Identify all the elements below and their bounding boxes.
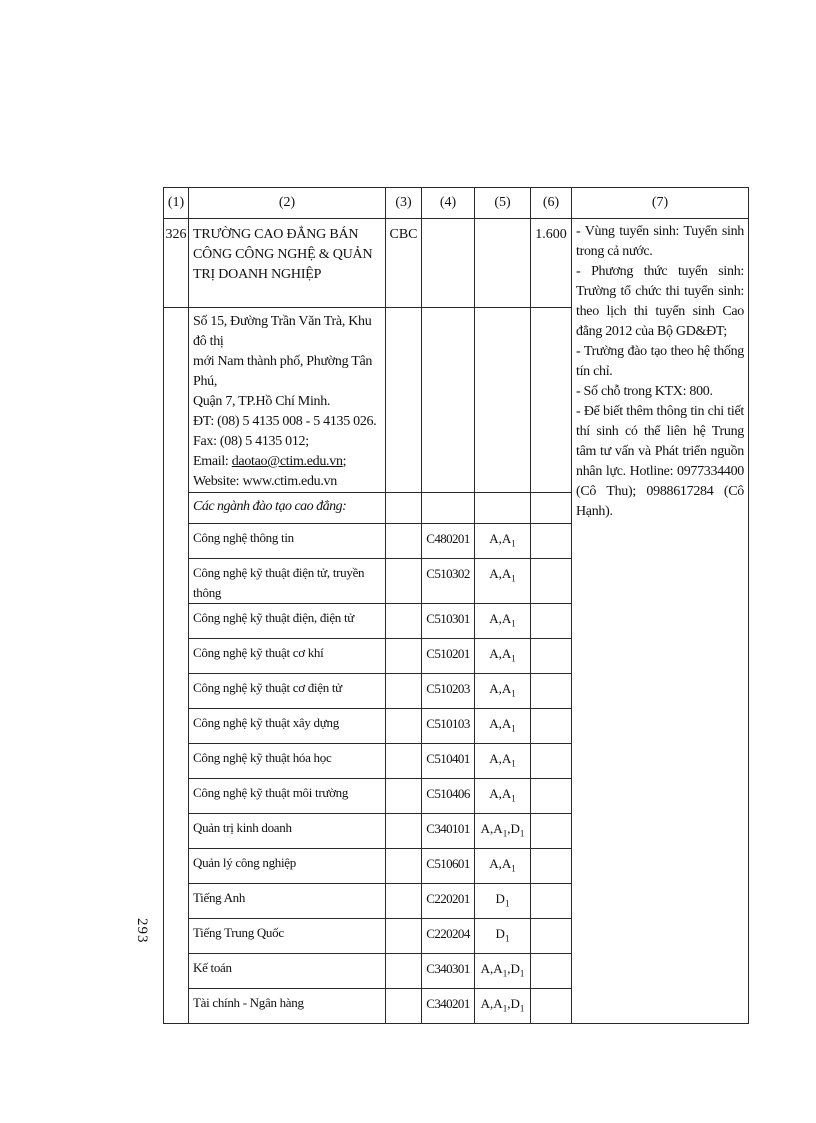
email-link[interactable]: daotao@ctim.edu.vn <box>231 454 343 469</box>
major-name: Công nghệ kỹ thuật điện tử, truyền thông <box>189 559 386 604</box>
major-blocks: $A,A_1$ <box>475 524 531 559</box>
major-code: C510601 <box>422 849 475 884</box>
website-line: Website: www.ctim.edu.vn <box>193 474 337 489</box>
empty-cell <box>386 989 422 1024</box>
major-name: Kế toán <box>189 954 386 989</box>
note-item: - Vùng tuyển sinh: Tuyển sinh trong cả nước. <box>576 224 744 259</box>
major-code: C340301 <box>422 954 475 989</box>
empty-cell <box>386 884 422 919</box>
major-code: C220201 <box>422 884 475 919</box>
email-line: Email: daotao@ctim.edu.vn; <box>193 454 347 469</box>
major-name: Công nghệ kỹ thuật hóa học <box>189 744 386 779</box>
empty-cell <box>386 709 422 744</box>
empty-cell <box>386 524 422 559</box>
col-header-4: (4) <box>422 188 475 219</box>
empty-cell <box>531 559 572 604</box>
empty-cell <box>386 849 422 884</box>
note-item: - Để biết thêm thông tin chi tiết thí sinh có thể liên hệ Trung tâm tư vấn và Phát triển nguồn nhân lực. Hotline: 0977334400 (Cô Thu); 0988617284 (Cô Hạnh). <box>576 404 744 519</box>
empty-cell <box>531 989 572 1024</box>
col-header-1: (1) <box>164 188 189 219</box>
major-name: Tiếng Anh <box>189 884 386 919</box>
major-blocks: $A,A_1,D_1$ <box>475 814 531 849</box>
major-code: C340201 <box>422 989 475 1024</box>
major-blocks: $A,A_1$ <box>475 639 531 674</box>
major-name: Công nghệ kỹ thuật cơ khí <box>189 639 386 674</box>
major-name: Công nghệ kỹ thuật xây dựng <box>189 709 386 744</box>
col-header-2: (2) <box>189 188 386 219</box>
admissions-table <box>163 187 749 1024</box>
empty-cell <box>386 308 422 493</box>
school-row <box>164 219 749 308</box>
empty-cell <box>531 919 572 954</box>
empty-cell <box>531 674 572 709</box>
empty-cell <box>386 493 422 524</box>
merged-id-cell <box>164 308 189 1024</box>
empty-cell <box>531 709 572 744</box>
major-blocks: $A,A_1$ <box>475 849 531 884</box>
note-item: - Trường đào tạo theo hệ thống tín chỉ. <box>576 344 744 379</box>
empty-cell <box>475 308 531 493</box>
page-number: 293 <box>134 918 150 944</box>
major-blocks: $D_1$ <box>475 884 531 919</box>
major-name: Quản lý công nghiệp <box>189 849 386 884</box>
col-header-6: (6) <box>531 188 572 219</box>
empty-cell <box>386 674 422 709</box>
school-name: TRƯỜNG CAO ĐẲNG BÁN CÔNG CÔNG NGHỆ & QUẢN TRỊ DOANH NGHIỆP <box>189 219 386 308</box>
major-code: C510401 <box>422 744 475 779</box>
empty-cell <box>531 639 572 674</box>
empty-cell <box>531 884 572 919</box>
address-line: mới Nam thành phố, Phường Tân Phú, <box>193 354 373 389</box>
major-blocks: $A,A_1$ <box>475 559 531 604</box>
note-item: - Số chỗ trong KTX: 800. <box>576 384 713 399</box>
empty-cell <box>386 954 422 989</box>
major-name: Công nghệ kỹ thuật môi trường <box>189 779 386 814</box>
empty-cell <box>475 219 531 308</box>
empty-cell <box>531 604 572 639</box>
col-header-3: (3) <box>386 188 422 219</box>
empty-cell <box>475 493 531 524</box>
col-header-5: (5) <box>475 188 531 219</box>
empty-cell <box>531 524 572 559</box>
major-code: C340101 <box>422 814 475 849</box>
empty-cell <box>531 954 572 989</box>
school-id: 326 <box>164 219 189 308</box>
school-address <box>189 308 386 493</box>
major-code: C220204 <box>422 919 475 954</box>
major-name: Công nghệ kỹ thuật cơ điện tử <box>189 674 386 709</box>
empty-cell <box>386 639 422 674</box>
major-blocks: $A,A_1$ <box>475 674 531 709</box>
empty-cell <box>422 493 475 524</box>
col-header-7: (7) <box>572 188 749 219</box>
major-blocks: $A,A_1$ <box>475 744 531 779</box>
empty-cell <box>531 779 572 814</box>
address-line: Quận 7, TP.Hồ Chí Minh. <box>193 394 331 409</box>
major-name: Tiếng Trung Quốc <box>189 919 386 954</box>
major-code: C510103 <box>422 709 475 744</box>
major-blocks: $A,A_1$ <box>475 779 531 814</box>
header-row <box>164 188 749 219</box>
major-code: C510201 <box>422 639 475 674</box>
empty-cell <box>531 493 572 524</box>
major-code: C510302 <box>422 559 475 604</box>
empty-cell <box>386 814 422 849</box>
notes-cell <box>572 219 749 1024</box>
major-name: Tài chính - Ngân hàng <box>189 989 386 1024</box>
major-blocks: $A,A_1,D_1$ <box>475 954 531 989</box>
empty-cell <box>386 559 422 604</box>
major-name: Công nghệ kỹ thuật điện, điện tử <box>189 604 386 639</box>
major-name: Công nghệ thông tin <box>189 524 386 559</box>
major-blocks: $A,A_1$ <box>475 604 531 639</box>
empty-cell <box>386 744 422 779</box>
major-code: C510203 <box>422 674 475 709</box>
empty-cell <box>531 308 572 493</box>
fax-line: Fax: (08) 5 4135 012; <box>193 434 309 449</box>
major-blocks: $A,A_1$ <box>475 709 531 744</box>
school-type: CBC <box>386 219 422 308</box>
empty-cell <box>531 814 572 849</box>
empty-cell <box>422 308 475 493</box>
empty-cell <box>386 779 422 814</box>
address-line: Số 15, Đường Trần Văn Trà, Khu đô thị <box>193 314 372 349</box>
note-item: - Phương thức tuyển sinh: Trường tổ chức thi tuyển sinh: theo lịch thi tuyển sinh Cao đẳng 2012 của Bộ GD&ĐT; <box>576 264 744 339</box>
major-code: C480201 <box>422 524 475 559</box>
empty-cell <box>386 919 422 954</box>
major-code: C510406 <box>422 779 475 814</box>
major-name: Quản trị kinh doanh <box>189 814 386 849</box>
empty-cell <box>531 744 572 779</box>
major-blocks: $D_1$ <box>475 919 531 954</box>
major-blocks: $A,A_1,D_1$ <box>475 989 531 1024</box>
phone-line: ĐT: (08) 5 4135 008 - 5 4135 026. <box>193 414 377 429</box>
major-code: C510301 <box>422 604 475 639</box>
section-title: Các ngành đào tạo cao đẳng: <box>189 493 386 524</box>
empty-cell <box>386 604 422 639</box>
school-quota: 1.600 <box>531 219 572 308</box>
empty-cell <box>422 219 475 308</box>
empty-cell <box>531 849 572 884</box>
